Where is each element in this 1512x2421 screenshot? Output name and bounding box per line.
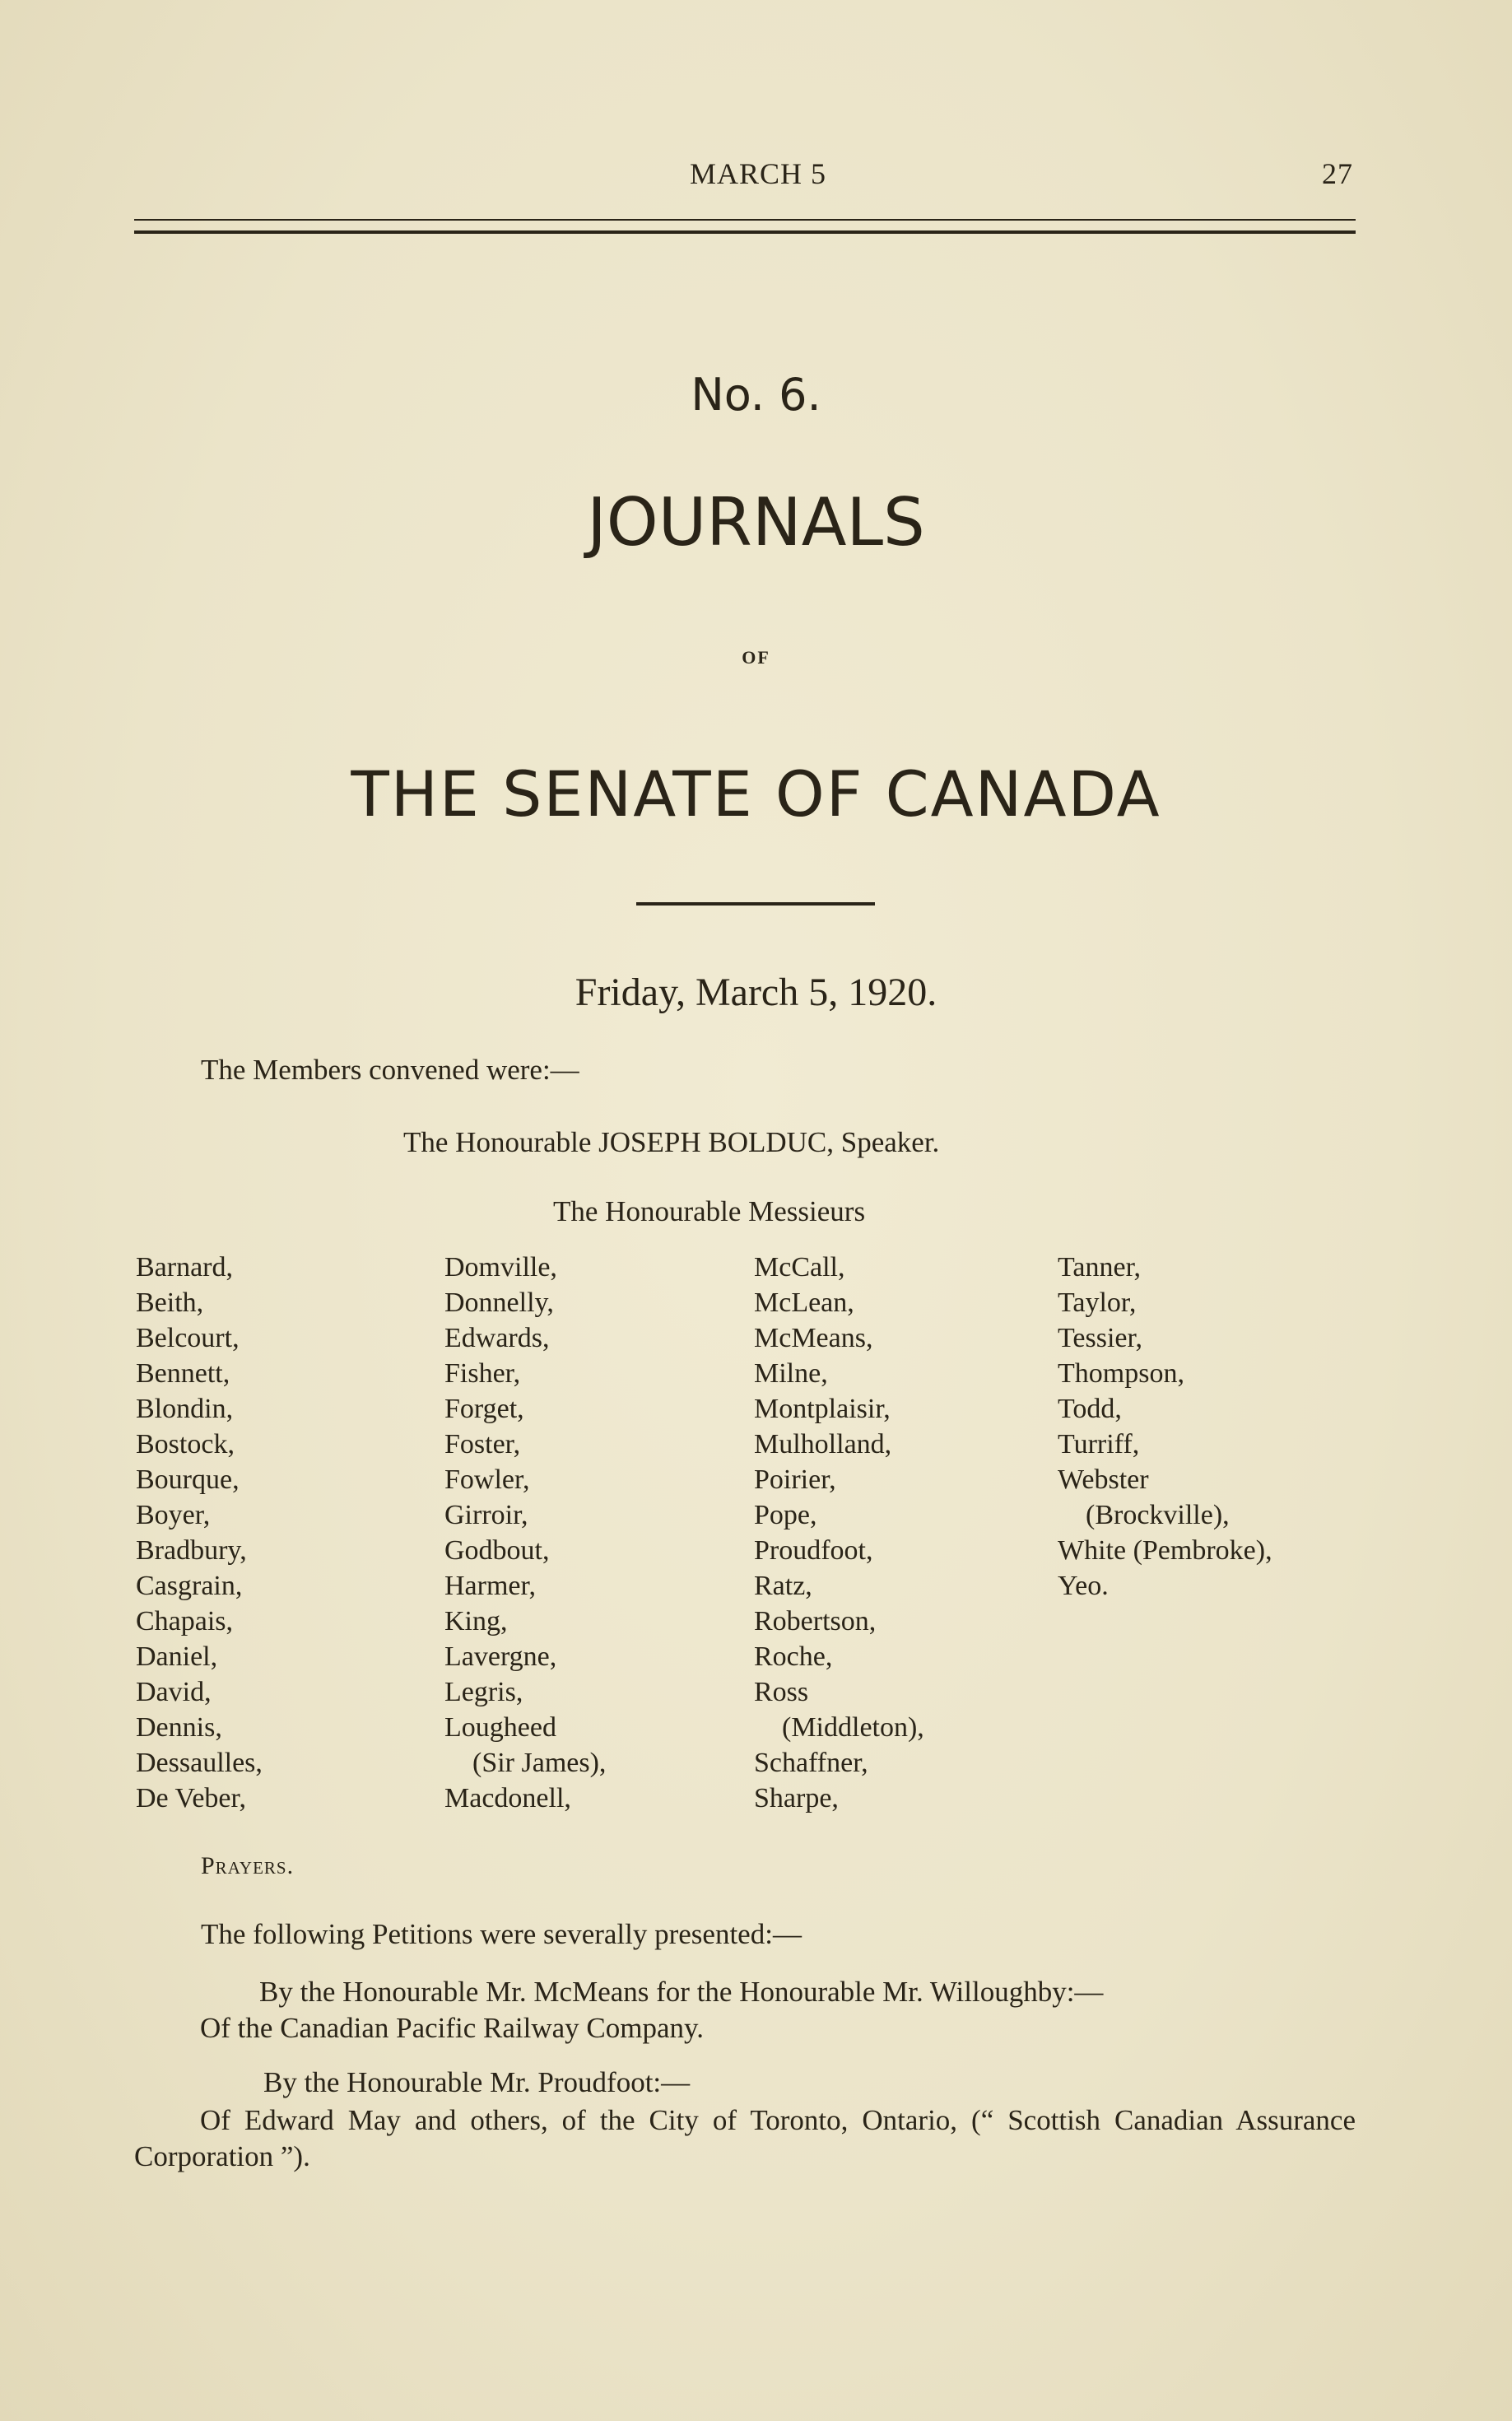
member-name: Beith, xyxy=(136,1287,204,1318)
member-name: Dennis, xyxy=(136,1712,222,1743)
members-column-3 xyxy=(754,1250,924,1816)
members-column-2 xyxy=(444,1250,606,1816)
member-name: Ratz, xyxy=(754,1571,812,1601)
member-name: Domville, xyxy=(444,1252,557,1283)
speaker-line: The Honourable JOSEPH BOLDUC, Speaker. xyxy=(403,1126,940,1158)
member-name: David, xyxy=(136,1677,212,1707)
page-number: 27 xyxy=(1322,157,1353,190)
member-name: McMeans, xyxy=(754,1323,873,1353)
petition-2-by: By the Honourable Mr. Proudfoot:— xyxy=(263,2066,691,2098)
member-name: Taylor, xyxy=(1058,1287,1137,1318)
member-name: Belcourt, xyxy=(136,1323,240,1353)
member-name: Foster, xyxy=(444,1429,521,1460)
member-name: McLean, xyxy=(754,1287,854,1318)
running-head: MARCH 5 xyxy=(690,157,827,190)
member-name: Robertson, xyxy=(754,1606,877,1637)
member-name: Bostock, xyxy=(136,1429,235,1460)
member-name: Proudfoot, xyxy=(754,1535,873,1566)
member-name: Barnard, xyxy=(136,1252,234,1283)
member-name: Lougheed xyxy=(444,1712,556,1743)
member-name: Montplaisir, xyxy=(754,1394,891,1424)
member-name: Boyer, xyxy=(136,1500,211,1530)
senate-title: THE SENATE OF CANADA xyxy=(351,757,1161,831)
member-name: Lavergne, xyxy=(444,1641,557,1672)
member-name: Todd, xyxy=(1058,1394,1122,1424)
member-name: Harmer, xyxy=(444,1571,536,1601)
member-name: Forget, xyxy=(444,1394,524,1424)
petition-1-by: By the Honourable Mr. McMeans for the Honourable Mr. Willoughby:— xyxy=(259,1976,1104,2008)
member-name: White (Pembroke), xyxy=(1058,1535,1272,1566)
member-name: Donnelly, xyxy=(444,1287,554,1318)
member-name: Pope, xyxy=(754,1500,817,1530)
member-name: Bourque, xyxy=(136,1464,240,1495)
member-name: Blondin, xyxy=(136,1394,234,1424)
member-name: Tanner, xyxy=(1058,1252,1142,1283)
issue-number: No. 6. xyxy=(691,369,821,421)
member-name: Mulholland, xyxy=(754,1429,892,1460)
petition-1 xyxy=(134,1974,1356,2046)
petition-1-of: Of the Canadian Pacific Railway Company. xyxy=(200,2012,705,2044)
members-column-1 xyxy=(136,1250,263,1816)
member-name: Fisher, xyxy=(444,1358,521,1389)
header-double-rule xyxy=(134,219,1356,234)
member-name: Bradbury, xyxy=(136,1535,247,1566)
member-name: De Veber, xyxy=(136,1783,246,1813)
member-name: Thompson, xyxy=(1058,1358,1184,1389)
member-name: Ross xyxy=(754,1677,809,1707)
member-name: Legris, xyxy=(444,1677,523,1707)
member-name: McCall, xyxy=(754,1252,845,1283)
member-name: Godbout, xyxy=(444,1535,550,1566)
member-name: Yeo. xyxy=(1058,1571,1109,1601)
member-name: Bennett, xyxy=(136,1358,230,1389)
petition-2-of: Of Edward May and others, of the City of Toronto, Ontario, (“ Scottish Canadian Assurance Corporation ”). xyxy=(134,2104,1356,2172)
member-name: Chapais, xyxy=(136,1606,234,1637)
member-name: Daniel, xyxy=(136,1641,218,1672)
member-name: Macdonell, xyxy=(444,1783,571,1813)
petitions-intro: The following Petitions were severally presented:— xyxy=(201,1918,802,1950)
member-name: (Sir James), xyxy=(444,1748,607,1778)
of-label: OF xyxy=(742,647,770,668)
messieurs-line: The Honourable Messieurs xyxy=(553,1195,866,1227)
member-name: Casgrain, xyxy=(136,1571,243,1601)
member-name: (Middleton), xyxy=(754,1712,924,1743)
prayers-heading: Prayers. xyxy=(201,1852,295,1879)
journals-heading: JOURNALS xyxy=(587,484,925,561)
member-name: Schaffner, xyxy=(754,1748,868,1778)
title-rule xyxy=(636,902,875,906)
member-name: Girroir, xyxy=(444,1500,528,1530)
member-name: Edwards, xyxy=(444,1323,550,1353)
member-name: Webster xyxy=(1058,1464,1149,1495)
member-name: Poirier, xyxy=(754,1464,836,1495)
member-name: Dessaulles, xyxy=(136,1748,263,1778)
member-name: King, xyxy=(444,1606,508,1637)
member-name: Sharpe, xyxy=(754,1783,839,1813)
member-name: Turriff, xyxy=(1058,1429,1140,1460)
member-name: Fowler, xyxy=(444,1464,530,1495)
sitting-date: Friday, March 5, 1920. xyxy=(575,971,937,1014)
member-name: (Brockville), xyxy=(1058,1500,1230,1530)
member-name: Tessier, xyxy=(1058,1323,1142,1353)
members-column-4 xyxy=(1058,1250,1272,1604)
member-name: Milne, xyxy=(754,1358,828,1389)
member-name: Roche, xyxy=(754,1641,833,1672)
members-intro: The Members convened were:— xyxy=(201,1054,579,1086)
